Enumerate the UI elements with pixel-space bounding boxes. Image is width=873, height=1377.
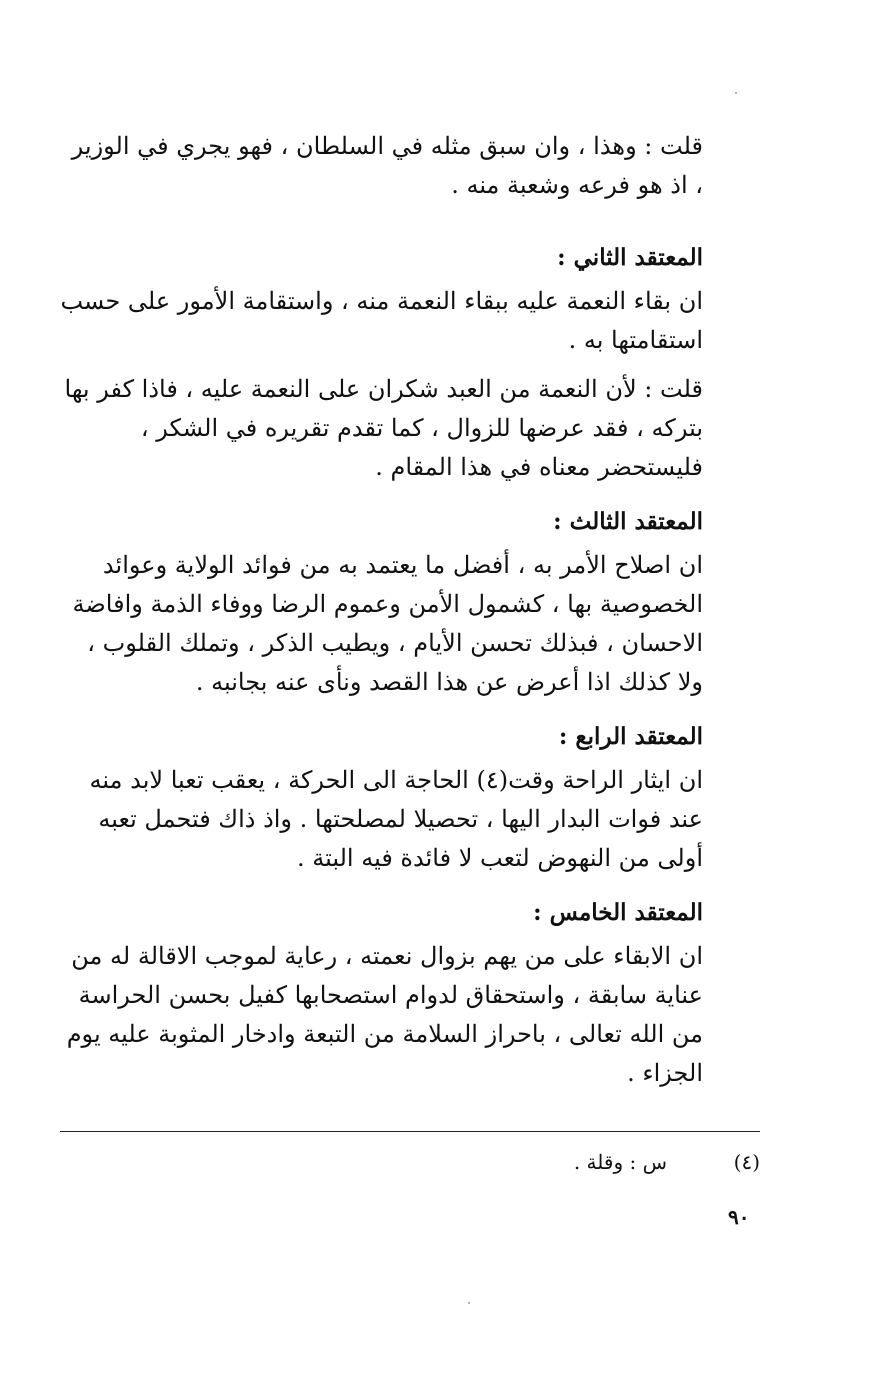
footnote-separator	[60, 1131, 760, 1132]
paragraph-3: قلت : لأن النعمة من العبد شكران على النعمة عليه ، فاذا كفر بها بتركه ، فقد عرضها للزوال ، كما تقدم تقريره في الشكر ، فليستحضر معناه في هذا المقام .	[64, 375, 703, 481]
section-heading-second-belief: المعتقد الثاني :	[557, 244, 703, 271]
footnote	[60, 1150, 760, 1180]
speck-mark	[735, 92, 737, 94]
paragraph-5: ان ايثار الراحة وقت(٤) الحاجة الى الحركة ، يعقب تعبا لابد منه عند فوات البدار اليها ، تحصيلا لمصلحتها . واذ ذاك فتحمل تعبه أولى من النهوض لتعب لا فائدة فيه البتة .	[89, 766, 703, 872]
body-text	[58, 127, 703, 1093]
page-number: ٩٠	[728, 1205, 750, 1229]
footnote-number: (٤)	[733, 1150, 760, 1174]
section-heading-third-belief: المعتقد الثالث :	[553, 508, 703, 535]
section-heading-fifth-belief: المعتقد الخامس :	[533, 899, 703, 926]
footnote-text: س : وقلة .	[573, 1150, 667, 1174]
paragraph-6: ان الابقاء على من يهم بزوال نعمته ، رعاية لموجب الاقالة له من عناية سابقة ، واستحقاق لدوام استصحابها كفيل بحسن الحراسة من الله تعالى ، باحراز السلامة من التبعة وادخار المثوبة عليه يوم الجزاء .	[66, 942, 703, 1087]
section-heading-fourth-belief: المعتقد الرابع :	[558, 723, 703, 750]
paragraph-2: ان بقاء النعمة عليه ببقاء النعمة منه ، واستقامة الأمور على حسب استقامتها به .	[60, 287, 703, 354]
speck-mark	[468, 1302, 470, 1304]
paragraph-1: قلت : وهذا ، وان سبق مثله في السلطان ، فهو يجري في الوزير ، اذ هو فرعه وشعبة منه .	[71, 132, 703, 199]
paragraph-4: ان اصلاح الأمر به ، أفضل ما يعتمد به من فوائد الولاية وعوائد الخصوصية بها ، كشمول الأمن وعموم الرضا ووفاء الذمة وافاضة الاحسان ، فبذلك تحسن الأيام ، ويطيب الذكر ، وتملك القلوب ، ولا كذلك اذا أعرض عن هذا القصد ونأى عنه بجانبه .	[72, 551, 703, 696]
